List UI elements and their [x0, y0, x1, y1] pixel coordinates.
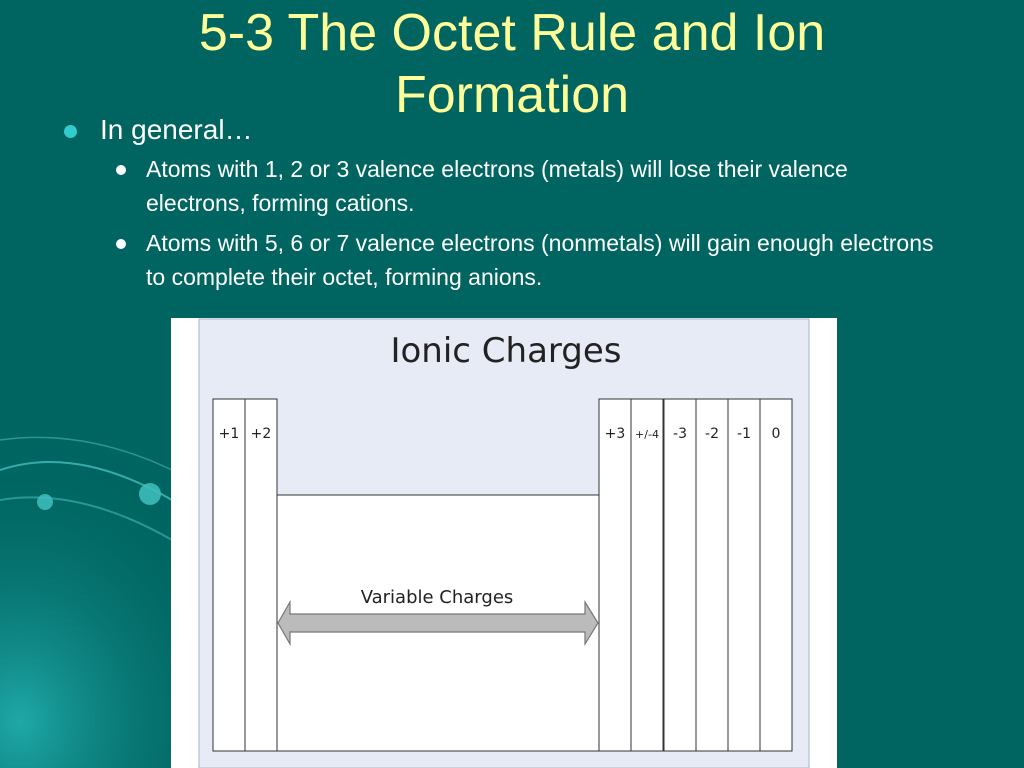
charge-label: +3	[604, 426, 626, 442]
sub-bullet-text: Atoms with 5, 6 or 7 valence electrons (nonmetals) will gain enough electrons to complete their octet, forming anions.	[146, 230, 934, 290]
bullet-list	[60, 112, 960, 294]
charge-label: -2	[705, 426, 719, 442]
bullet-dot-icon	[64, 125, 77, 138]
charge-column	[599, 399, 631, 751]
charge-column	[245, 399, 277, 751]
sub-bullet-item	[60, 226, 936, 294]
charge-column	[664, 399, 696, 751]
bullet-text: In general…	[100, 114, 253, 145]
sub-bullet-item	[60, 152, 936, 220]
charge-label: -3	[673, 426, 687, 442]
charge-column	[213, 399, 245, 751]
charge-column	[631, 399, 663, 751]
charge-label: +2	[250, 426, 272, 442]
variable-charges-label: Variable Charges	[360, 587, 514, 608]
charge-label: -1	[737, 426, 751, 442]
slide-title-line-1: 5-3 The Octet Rule and Ion	[198, 4, 826, 62]
slide-title-line-2: Formation	[394, 66, 630, 124]
charge-label: 0	[771, 426, 781, 442]
charge-label: +/-4	[635, 428, 659, 441]
sub-bullet-text: Atoms with 1, 2 or 3 valence electrons (metals) will lose their valence electrons, forming cations.	[146, 156, 848, 216]
charge-label: +1	[218, 426, 240, 442]
slide-title	[0, 2, 1024, 126]
ionic-charges-figure	[171, 318, 837, 768]
charge-column	[760, 399, 792, 751]
figure-title: Ionic Charges	[390, 331, 622, 371]
charge-column	[728, 399, 760, 751]
charge-column	[696, 399, 728, 751]
sub-bullet-dot-icon	[116, 165, 126, 175]
sub-bullet-dot-icon	[116, 239, 126, 249]
